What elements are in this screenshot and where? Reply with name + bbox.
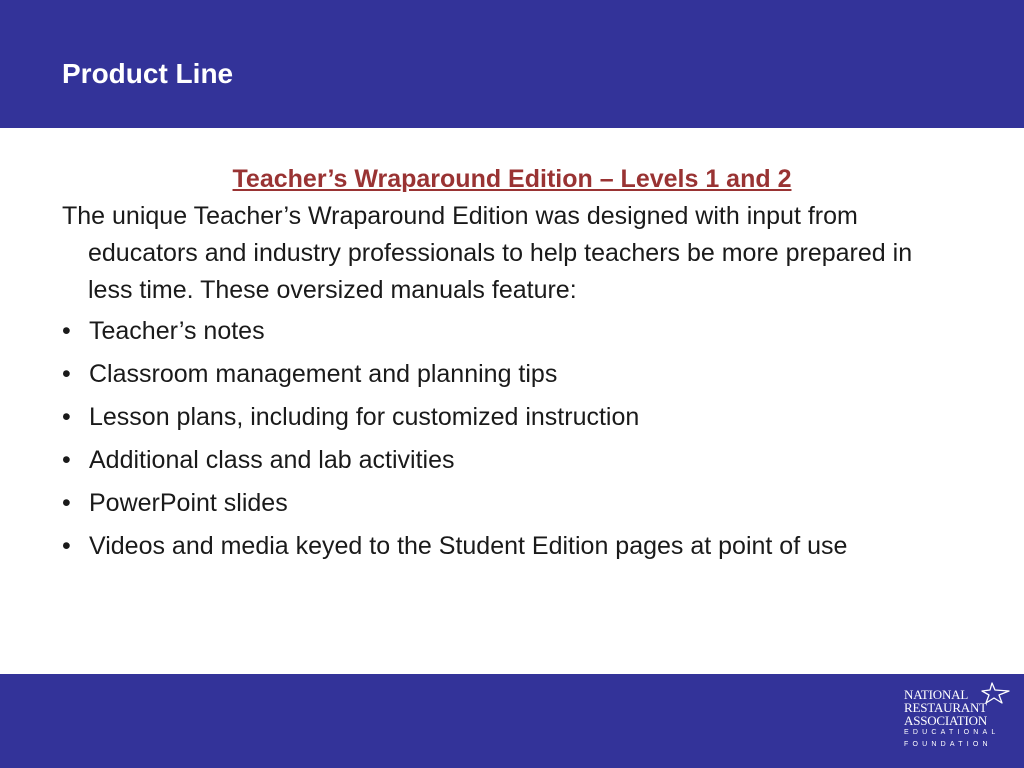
subtitle: Teacher’s Wraparound Edition – Levels 1 and 2	[232, 165, 792, 193]
bullet-text: Videos and media keyed to the Student Edition pages at point of use	[89, 532, 848, 560]
header-bar	[0, 0, 1024, 128]
bullet-list	[62, 313, 962, 565]
star-icon	[980, 682, 1010, 704]
list-item	[62, 528, 962, 565]
bullet-text: Classroom management and planning tips	[89, 360, 558, 388]
logo-line-foundation: FOUNDATION	[904, 741, 992, 748]
list-item	[62, 485, 962, 522]
bullet-text: Lesson plans, including for customized instruction	[89, 403, 640, 431]
list-item	[62, 442, 962, 479]
bullet-icon: •	[62, 446, 71, 474]
bullet-icon: •	[62, 317, 71, 345]
list-item	[62, 356, 962, 393]
intro-paragraph: The unique Teacher’s Wraparound Edition was designed with input from educators and industry professionals to help teachers be more prepared in less time. These oversized manuals feature:	[62, 202, 913, 304]
logo-line-national: NATIONAL	[904, 687, 969, 702]
bullet-icon: •	[62, 489, 71, 517]
bullet-text: Teacher’s notes	[89, 317, 265, 345]
list-item	[62, 399, 962, 436]
bullet-text: PowerPoint slides	[89, 489, 288, 517]
bullet-text: Additional class and lab activities	[89, 446, 455, 474]
bullet-icon: •	[62, 360, 71, 388]
logo-line-restaurant: RESTAURANT	[904, 700, 987, 715]
bullet-icon: •	[62, 403, 71, 431]
nra-ef-logo	[904, 688, 1010, 760]
bullet-icon: •	[62, 532, 71, 560]
list-item	[62, 313, 962, 350]
slide-content	[62, 160, 962, 571]
logo-line-educational: EDUCATIONAL	[904, 729, 1000, 736]
footer-bar	[0, 674, 1024, 768]
logo-line-association: ASSOCIATION	[904, 713, 988, 728]
slide-title: Product Line	[62, 58, 234, 89]
